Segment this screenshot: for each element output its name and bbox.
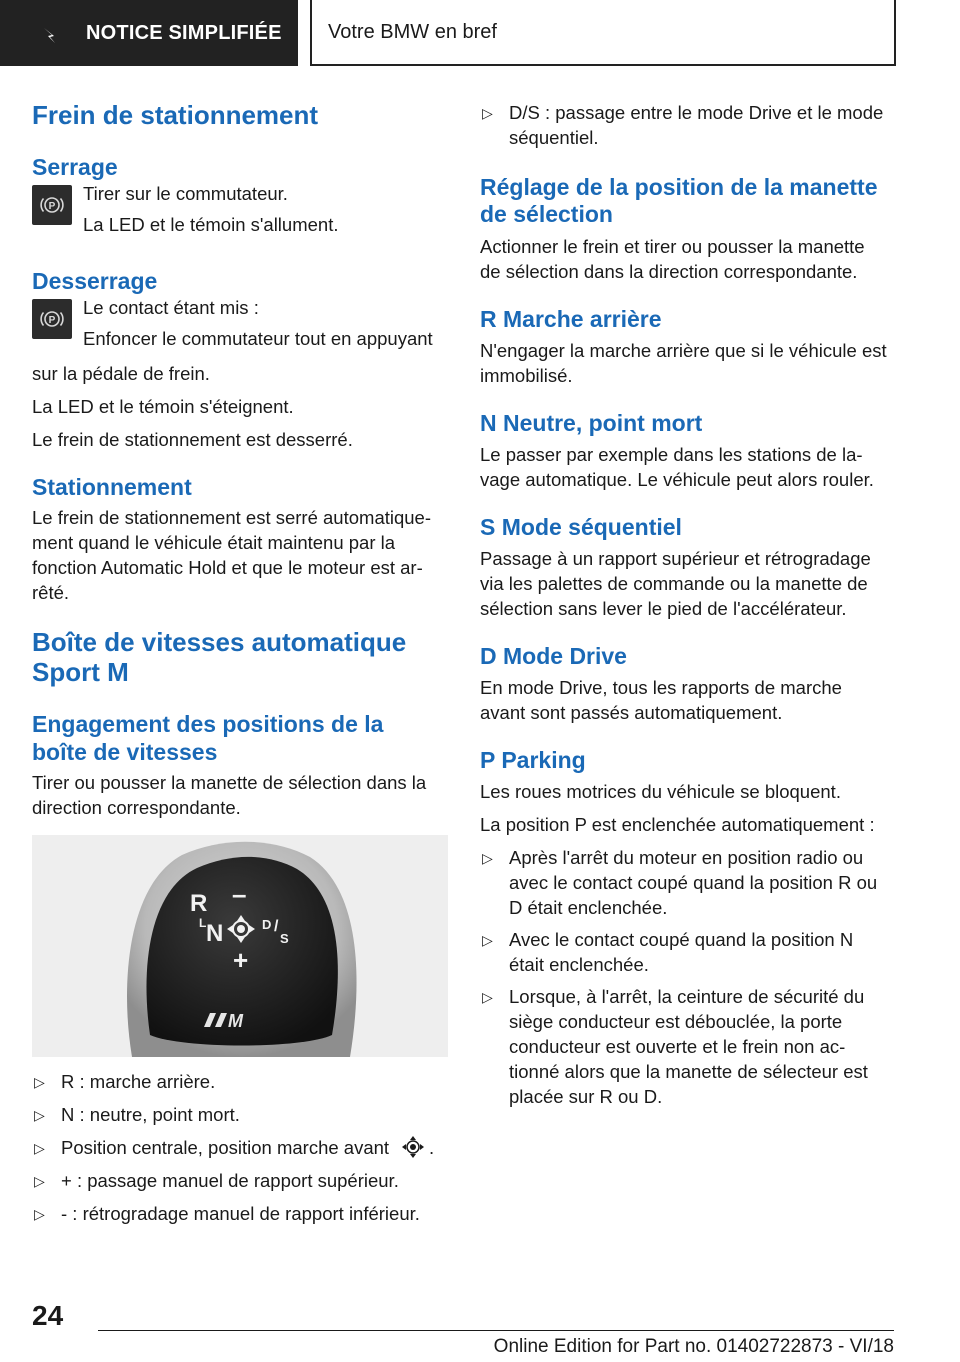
gear-selector-icon <box>32 835 448 1057</box>
svg-text:P: P <box>48 201 56 212</box>
bullet-text: N : neutre, point mort. <box>61 1104 240 1125</box>
engagement-text-2: direction correspondante. <box>32 797 241 818</box>
list-item <box>32 1201 448 1227</box>
heading-reglage-1: Réglage de la position de la manette <box>480 174 878 200</box>
n-text-1: Le passer par exemple dans les stations de la- <box>480 444 863 465</box>
header-tab-label: NOTICE SIMPLIFIÉE <box>86 21 282 44</box>
p-text-1: Les roues motrices du véhicule se bloquent. <box>480 781 841 802</box>
pb2-line-1: Avec le contact coupé quand la position N <box>509 929 854 950</box>
heading-engagement-2: boîte de vitesses <box>32 739 218 765</box>
pb3-line-3: conducteur est ouverte et le frein non ac- <box>509 1036 846 1057</box>
page-number: 24 <box>32 1300 64 1331</box>
r-text-2: immobilisé. <box>480 365 573 386</box>
p-text-2: La position P est enclenchée automatiquement : <box>480 814 875 835</box>
serrage-text-1: Tirer sur le commutateur. <box>83 183 288 204</box>
heading-desserrage: Desserrage <box>32 268 158 294</box>
heading-serrage: Serrage <box>32 154 118 180</box>
s-text-1: Passage à un rapport supérieur et rétrogradage <box>480 548 871 569</box>
bullet-text: - : rétrogradage manuel de rapport inférieur. <box>61 1203 420 1224</box>
bullet-triangle-icon: ▷ <box>482 105 493 121</box>
heading-parking: P Parking <box>480 747 586 773</box>
pb3-line-4: tionné alors que la manette de sélecteur est <box>509 1061 868 1082</box>
figure-label-r: R <box>190 890 208 917</box>
bullet-text: Position centrale, position marche avant <box>61 1137 390 1158</box>
pb1-line-2: avec le contact coupé quand la position R ou <box>509 872 878 893</box>
reglage-text-1: Actionner le frein et tirer ou pousser la manette <box>480 236 865 257</box>
heading-boite-2: Sport M <box>32 657 129 687</box>
pb1-line-1: Après l'arrêt du moteur en position radio ou <box>509 847 864 868</box>
bullet-triangle-icon: ▷ <box>34 1206 45 1222</box>
list-item <box>480 100 896 150</box>
desserrage-text-2b: sur la pédale de frein. <box>32 363 210 384</box>
heading-marche-arriere: R Marche arrière <box>480 306 662 332</box>
pb2-line-2: était enclenchée. <box>509 954 649 975</box>
parking-brake-icon <box>32 185 72 225</box>
bullet-triangle-icon: ▷ <box>34 1107 45 1123</box>
bullet-text <box>509 927 853 977</box>
header-tab <box>0 0 298 66</box>
svg-text:/: / <box>274 918 279 935</box>
list-item <box>480 845 896 920</box>
reglage-text-2: de sélection dans la direction correspondante. <box>480 261 858 282</box>
bullet-text <box>509 845 877 920</box>
stationnement-text-3: fonction Automatic Hold et que le moteur est ar- <box>32 557 423 578</box>
figure-label-brand: M <box>228 1011 243 1031</box>
left-bullets <box>32 1069 448 1227</box>
heading-sequentiel: S Mode séquentiel <box>480 514 682 540</box>
bullet-triangle-icon: ▷ <box>34 1140 45 1156</box>
list-item <box>32 1168 448 1194</box>
stationnement-text-1: Le frein de stationnement est serré automatique- <box>32 507 432 528</box>
footer-divider <box>98 1330 894 1331</box>
header-section-label: Votre BMW en bref <box>328 20 497 43</box>
list-item <box>32 1069 448 1095</box>
figure-label-plus: + <box>233 945 249 975</box>
heading-neutre: N Neutre, point mort <box>480 410 703 436</box>
d-text-1: En mode Drive, tous les rapports de marche <box>480 677 842 698</box>
bullet-triangle-icon: ▷ <box>34 1173 45 1189</box>
svg-text:P: P <box>48 315 56 326</box>
right-column <box>480 100 896 1109</box>
bullet-text <box>509 100 883 150</box>
bullet-triangle-icon: ▷ <box>34 1074 45 1090</box>
figure-label-minus: – <box>232 879 247 909</box>
pb1-line-3: D était enclenchée. <box>509 897 668 918</box>
pb3-line-1: Lorsque, à l'arrêt, la ceinture de sécurité du <box>509 986 865 1007</box>
list-item <box>480 927 896 977</box>
heading-drive: D Mode Drive <box>480 643 627 669</box>
parking-brake-icon <box>32 299 72 339</box>
d-text-2: avant sont passés automatiquement. <box>480 702 783 723</box>
quick-reference-icon <box>42 26 64 44</box>
desserrage-text-1: Le contact étant mis : <box>83 297 259 318</box>
serrage-text-2: La LED et le témoin s'allument. <box>83 214 339 235</box>
bullet-text: R : marche arrière. <box>61 1071 216 1092</box>
heading-frein-stationnement: Frein de stationnement <box>32 100 319 130</box>
heading-boite-1: Boîte de vitesses automatique <box>32 627 407 657</box>
figure-label-d: D <box>262 917 272 932</box>
ds-text-1: D/S : passage entre le mode Drive et le mode <box>509 102 884 123</box>
pb3-line-5: placée sur R ou D. <box>509 1086 663 1107</box>
bullet-triangle-icon: ▷ <box>482 850 493 866</box>
s-text-2: via les palettes de commande ou la manette de <box>480 573 868 594</box>
bullet-suffix: . <box>429 1137 435 1158</box>
desserrage-text-4: Le frein de stationnement est desserré. <box>32 429 353 450</box>
stationnement-text-4: rêté. <box>32 582 70 603</box>
gear-selector-figure <box>32 835 448 1057</box>
bullet-text <box>509 984 868 1109</box>
bullet-text: + : passage manuel de rapport supérieur. <box>61 1170 399 1191</box>
heading-reglage-2: de sélection <box>480 201 613 227</box>
list-item <box>32 1102 448 1128</box>
bullet-triangle-icon: ▷ <box>482 932 493 948</box>
stationnement-text-2: ment quand le véhicule était maintenu par la <box>32 532 396 553</box>
footer-edition: Online Edition for Part no. 01402722873 - VI/18 <box>493 1336 894 1357</box>
figure-label-n: N <box>206 920 224 947</box>
bullet-triangle-icon: ▷ <box>482 989 493 1005</box>
heading-engagement-1: Engagement des positions de la <box>32 711 384 737</box>
ds-text-2: séquentiel. <box>509 127 599 148</box>
center-position-icon <box>397 1136 429 1158</box>
n-text-2: vage automatique. Le véhicule peut alors rouler. <box>480 469 874 490</box>
pb3-line-2: siège conducteur est débouclée, la porte <box>509 1011 843 1032</box>
list-item <box>480 984 896 1109</box>
desserrage-text-3: La LED et le témoin s'éteignent. <box>32 396 294 417</box>
r-text-1: N'engager la marche arrière que si le véhicule est <box>480 340 887 361</box>
list-item <box>32 1135 448 1161</box>
figure-label-l: L <box>199 916 207 930</box>
left-column <box>32 100 448 1227</box>
engagement-text-1: Tirer ou pousser la manette de sélection dans la <box>32 772 427 793</box>
desserrage-text-2a: Enfoncer le commutateur tout en appuyant <box>83 328 433 349</box>
heading-stationnement: Stationnement <box>32 474 192 500</box>
figure-label-s: S <box>280 931 289 946</box>
s-text-3: sélection sans lever le pied de l'accélérateur. <box>480 598 847 619</box>
header-section <box>310 0 896 66</box>
